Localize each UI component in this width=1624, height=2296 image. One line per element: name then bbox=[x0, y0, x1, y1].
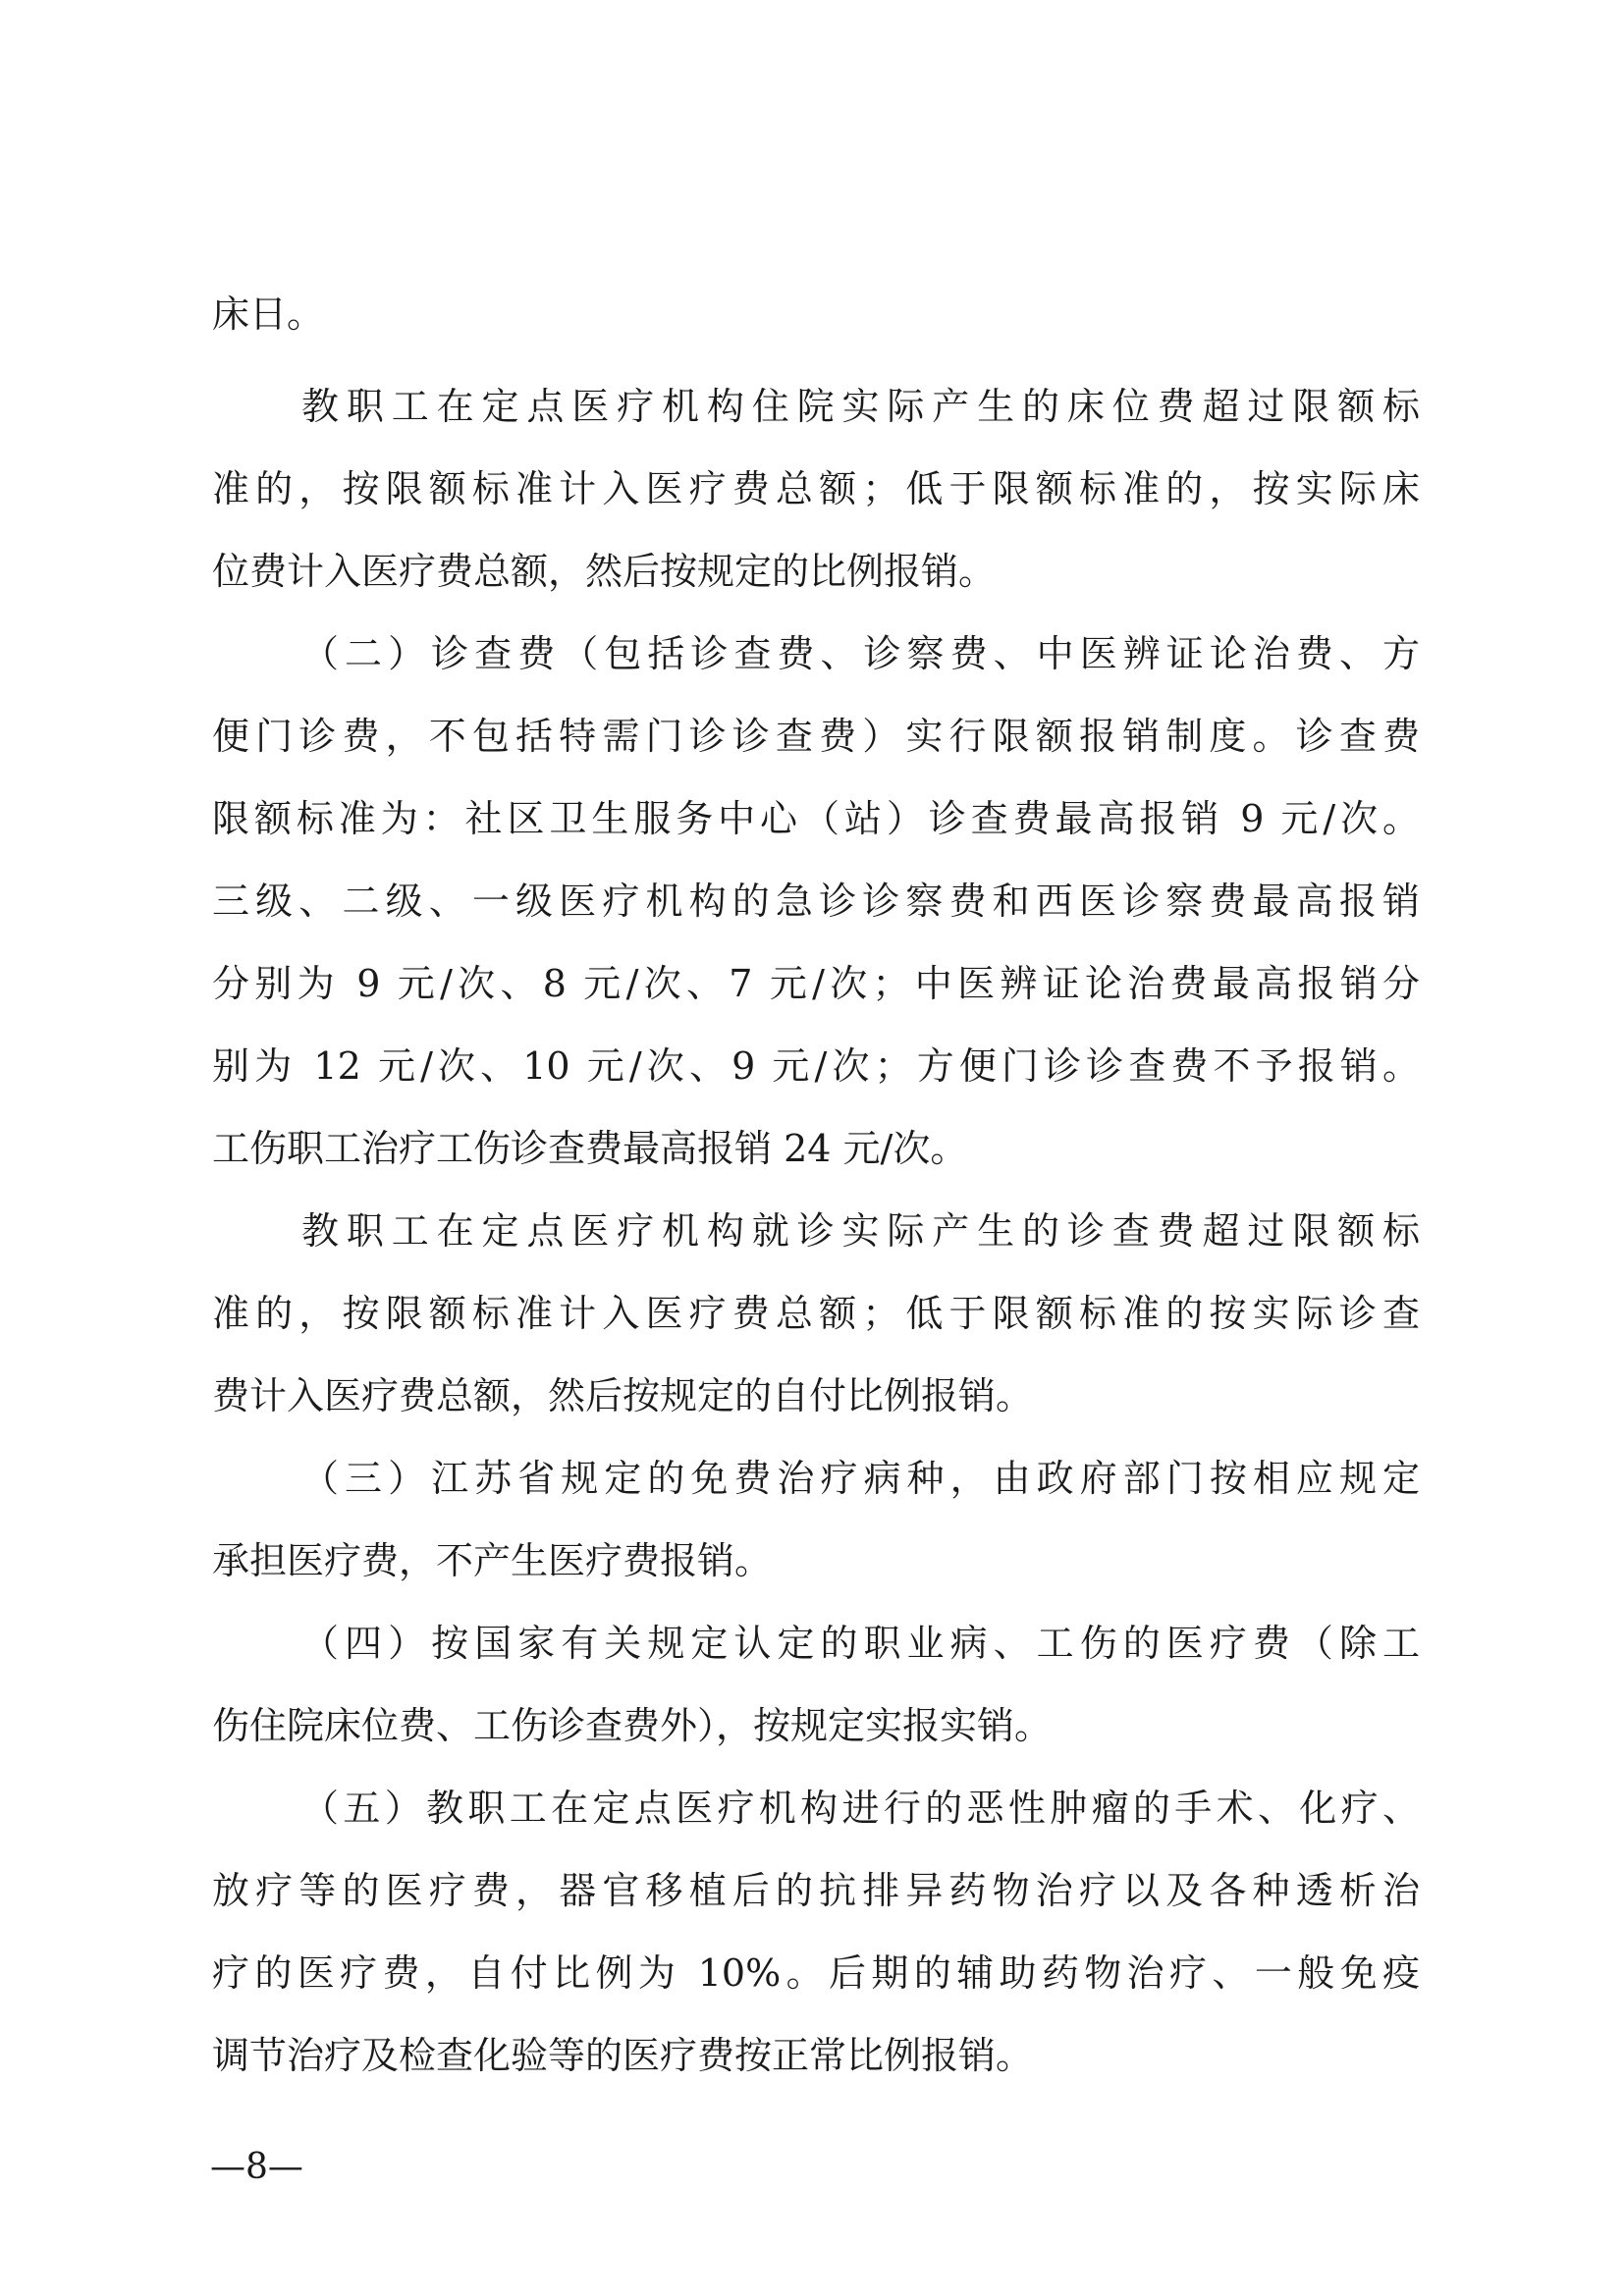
text-line: （三）江苏省规定的免费治疗病种，由政府部门按相应规定 bbox=[301, 1457, 1420, 1500]
text-line: 别为 12 元/次、10 元/次、9 元/次；方便门诊诊查费不予报销。 bbox=[212, 1044, 1420, 1088]
text-line: 准的，按限额标准计入医疗费总额；低于限额标准的按实际诊查 bbox=[212, 1292, 1420, 1335]
text-line: 位费计入医疗费总额，然后按规定的比例报销。 bbox=[212, 550, 997, 593]
text-line: 便门诊费，不包括特需门诊诊查费）实行限额报销制度。诊查费 bbox=[212, 715, 1420, 758]
text-line: 教职工在定点医疗机构住院实际产生的床位费超过限额标 bbox=[301, 385, 1420, 428]
text-line: 限额标准为：社区卫生服务中心（站）诊查费最高报销 9 元/次。 bbox=[212, 797, 1420, 840]
text-line: 三级、二级、一级医疗机构的急诊诊察费和西医诊察费最高报销 bbox=[212, 880, 1420, 923]
text-line: 伤住院床位费、工伤诊查费外），按规定实报实销。 bbox=[212, 1704, 1053, 1747]
text-line: 放疗等的医疗费，器官移植后的抗排异药物治疗以及各种透析治 bbox=[212, 1869, 1420, 1912]
text-line: 疗的医疗费，自付比例为 10%。后期的辅助药物治疗、一般免疫 bbox=[212, 1951, 1420, 1995]
text-line: （五）教职工在定点医疗机构进行的恶性肿瘤的手术、化疗、 bbox=[301, 1787, 1420, 1830]
text-line: 分别为 9 元/次、8 元/次、7 元/次；中医辨证论治费最高报销分 bbox=[212, 962, 1420, 1005]
text-line: 工伤职工治疗工伤诊查费最高报销 24 元/次。 bbox=[212, 1127, 968, 1170]
text-line: 床日。 bbox=[212, 293, 325, 336]
text-line: （四）按国家有关规定认定的职业病、工伤的医疗费（除工 bbox=[301, 1622, 1420, 1665]
text-line: 准的，按限额标准计入医疗费总额；低于限额标准的，按实际床 bbox=[212, 467, 1420, 510]
text-line: （二）诊查费（包括诊查费、诊察费、中医辨证论治费、方 bbox=[301, 632, 1420, 675]
text-line: 教职工在定点医疗机构就诊实际产生的诊查费超过限额标 bbox=[301, 1209, 1420, 1253]
text-line: 承担医疗费，不产生医疗费报销。 bbox=[212, 1539, 773, 1582]
page-number: —8— bbox=[210, 2147, 303, 2187]
text-line: 费计入医疗费总额，然后按规定的自付比例报销。 bbox=[212, 1374, 1034, 1417]
text-line: 调节治疗及检查化验等的医疗费按正常比例报销。 bbox=[212, 2034, 1034, 2077]
